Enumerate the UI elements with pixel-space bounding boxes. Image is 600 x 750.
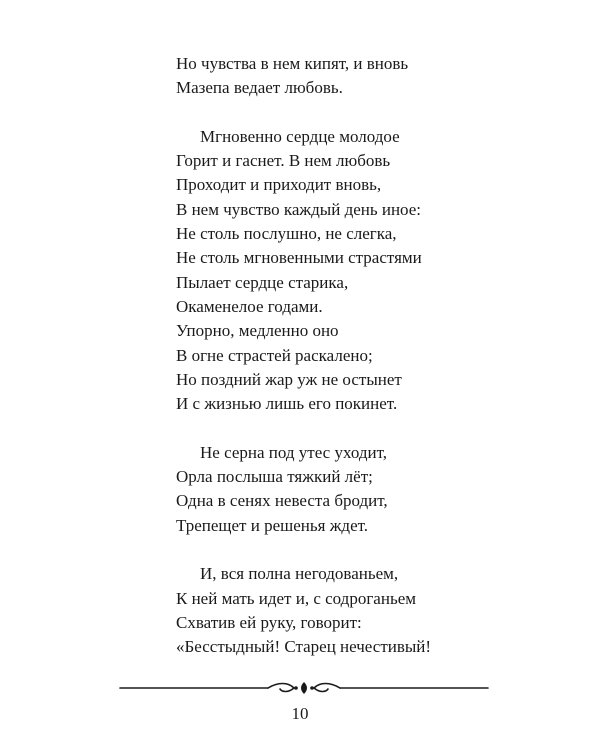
poem-line: Упорно, медленно оно — [176, 321, 339, 341]
stanza-3 — [176, 441, 431, 538]
poem-line: В нем чувство каждый день иное: — [176, 199, 422, 219]
poem-line: Трепещет и решенья ждет. — [176, 515, 369, 535]
divider-ornament — [118, 680, 490, 696]
poem-line: Не столь послушно, не слегка, — [176, 224, 397, 244]
poem-line: Проходит и приходит вновь, — [176, 175, 382, 195]
poem-line: Не серна под утес уходит, — [200, 442, 387, 462]
stanza-1 — [176, 52, 431, 101]
poem-line: И, вся полна негодованьем, — [200, 564, 399, 584]
poem-line: Схватив ей руку, говорит: — [176, 612, 362, 632]
poem-line: Орла послыша тяжкий лёт; — [176, 467, 373, 487]
page-number: 10 — [291, 704, 309, 723]
stanza-2 — [176, 125, 431, 417]
poem-line: Не столь мгновенными страстями — [176, 248, 422, 268]
poem-line: Мазепа ведает любовь. — [176, 78, 343, 98]
poem-line: «Бесстыдный! Старец нечестивый! — [176, 637, 432, 657]
poem-line: В огне страстей раскалено; — [176, 345, 373, 365]
poem-line: Пылает сердце старика, — [176, 272, 349, 292]
poem-line: Мгновенно сердце молодое — [200, 126, 400, 146]
poem-line: Но поздний жар уж не остынет — [176, 369, 402, 389]
poem-line: И с жизнью лишь его покинет. — [176, 394, 398, 414]
poem-line: Одна в сенях невеста бродит, — [176, 491, 388, 511]
poem-line: К ней мать идет и, с содроганьем — [176, 588, 417, 608]
poem-text — [176, 52, 431, 684]
poem-line: Но чувства в нем кипят, и вновь — [176, 54, 409, 73]
poem-line: Окаменелое годами. — [176, 296, 323, 316]
poem-line: Горит и гаснет. В нем любовь — [176, 151, 391, 171]
stanza-4 — [176, 562, 431, 659]
